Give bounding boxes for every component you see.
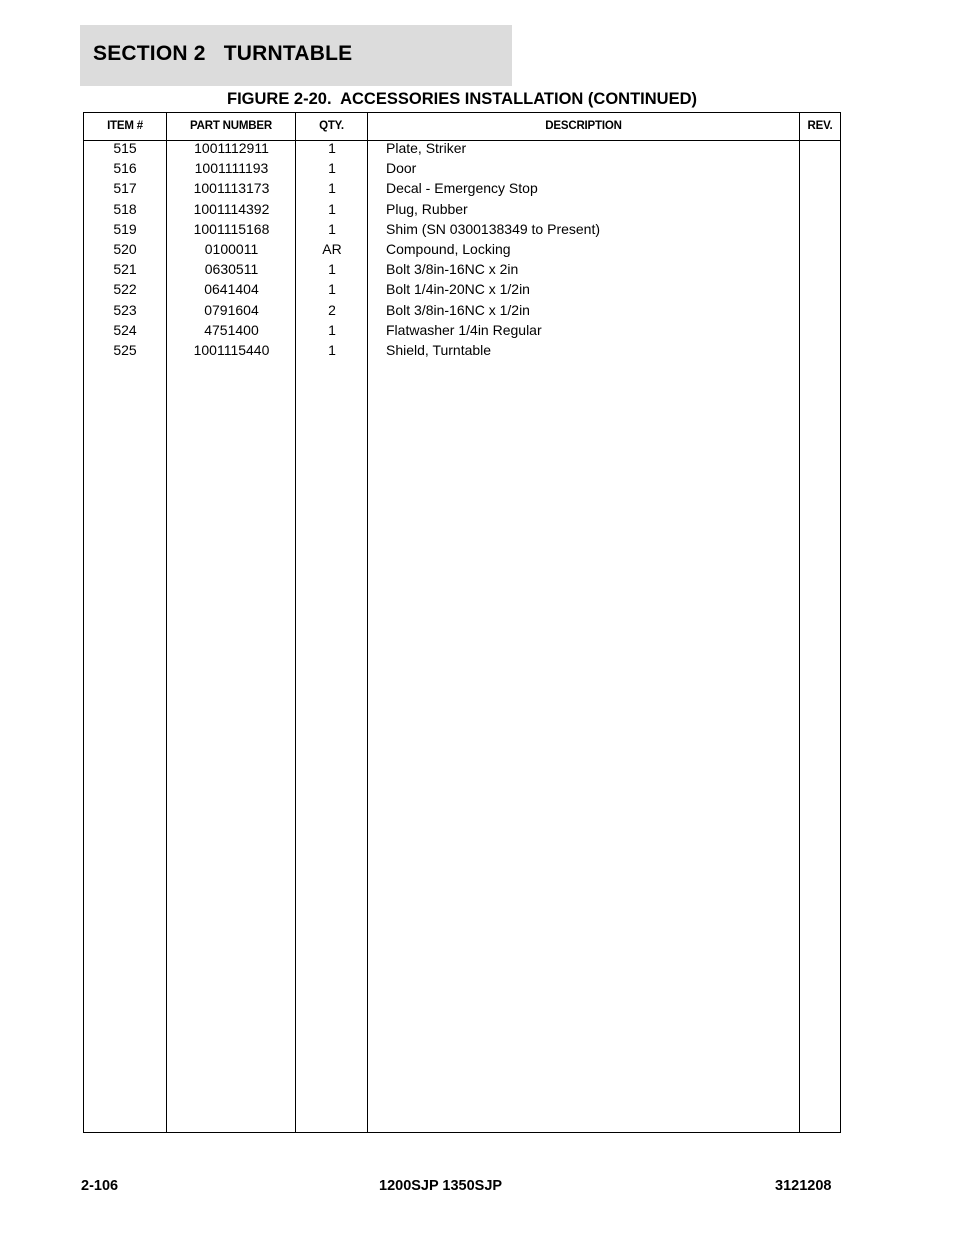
quantity-cell: AR [322, 240, 342, 257]
item-number-cell: 515 [113, 140, 137, 156]
header-item: ITEM # [107, 120, 143, 132]
description-cell: Flatwasher 1/4in Regular [386, 321, 542, 338]
figure-title: FIGURE 2-20. ACCESSORIES INSTALLATION (CONTINUED) [227, 90, 697, 108]
table-row [84, 302, 840, 322]
part-number-cell: 0100011 [204, 240, 259, 257]
part-number-cell: 4751400 [204, 321, 259, 338]
description-cell: Shield, Turntable [386, 341, 492, 358]
quantity-cell: 2 [328, 301, 336, 318]
header-rev: REV. [807, 120, 833, 132]
revision-cell [800, 221, 841, 241]
item-number-cell: 522 [113, 281, 137, 298]
table-header [84, 113, 840, 140]
quantity-cell: 1 [328, 341, 336, 358]
revision-cell [800, 342, 841, 362]
item-number-cell: 525 [113, 341, 137, 358]
header-description: DESCRIPTION [545, 120, 622, 132]
model-numbers: 1200SJP 1350SJP [379, 1178, 503, 1194]
quantity-cell: 1 [328, 180, 336, 197]
item-number-cell: 521 [113, 261, 137, 278]
table-row [84, 221, 840, 241]
quantity-cell: 1 [328, 321, 336, 338]
revision-cell [800, 261, 841, 281]
description-cell: Bolt 3/8in-16NC x 1/2in [386, 301, 530, 318]
document-number: 3121208 [775, 1178, 832, 1194]
part-number-cell: 1001114392 [193, 200, 270, 217]
header-part-number: PART NUMBER [190, 120, 272, 132]
part-number-cell: 1001115168 [193, 220, 270, 237]
part-number-cell: 0641404 [204, 281, 259, 298]
revision-cell [800, 322, 841, 342]
item-number-cell: 517 [113, 180, 137, 197]
table-row [84, 261, 840, 281]
table-row [84, 201, 840, 221]
part-number-cell: 1001115440 [193, 341, 270, 358]
item-number-cell: 516 [113, 160, 137, 177]
table-row [84, 160, 840, 180]
item-number-cell: 518 [113, 200, 137, 217]
page-number: 2-106 [81, 1178, 119, 1194]
part-number-cell: 1001111193 [194, 160, 269, 177]
item-number-cell: 520 [113, 240, 137, 257]
description-cell: Plug, Rubber [386, 200, 468, 217]
description-cell: Shim (SN 0300138349 to Present) [386, 220, 601, 237]
table-row [84, 281, 840, 301]
table-row [84, 241, 840, 261]
quantity-cell: 1 [328, 261, 336, 278]
item-number-cell: 523 [113, 301, 137, 318]
description-cell: Door [386, 160, 417, 177]
revision-cell [800, 180, 841, 200]
parts-table [83, 112, 841, 1133]
description-cell: Plate, Striker [386, 140, 467, 156]
section-title: SECTION 2 TURNTABLE [93, 42, 353, 65]
quantity-cell: 1 [328, 281, 336, 298]
item-number-cell: 524 [113, 321, 137, 338]
revision-cell [800, 302, 841, 322]
part-number-cell: 1001112911 [194, 140, 269, 156]
quantity-cell: 1 [328, 200, 336, 217]
header-qty: QTY. [319, 120, 344, 132]
table-body [84, 140, 840, 362]
description-cell: Decal - Emergency Stop [386, 180, 538, 197]
revision-cell [800, 201, 841, 221]
table-row [84, 322, 840, 342]
revision-cell [800, 281, 841, 301]
section-banner [80, 25, 512, 86]
description-cell: Compound, Locking [386, 240, 511, 257]
description-cell: Bolt 1/4in-20NC x 1/2in [386, 281, 530, 298]
table-row [84, 342, 840, 362]
quantity-cell: 1 [328, 160, 336, 177]
quantity-cell: 1 [328, 140, 336, 156]
table-row [84, 140, 840, 160]
table-row [84, 180, 840, 200]
quantity-cell: 1 [328, 220, 336, 237]
part-number-cell: 0791604 [204, 301, 259, 318]
description-cell: Bolt 3/8in-16NC x 2in [386, 261, 519, 278]
part-number-cell: 1001113173 [193, 180, 270, 197]
part-number-cell: 0630511 [204, 261, 259, 278]
revision-cell [800, 241, 841, 261]
revision-cell [800, 160, 841, 180]
revision-cell [800, 140, 841, 160]
item-number-cell: 519 [113, 220, 137, 237]
